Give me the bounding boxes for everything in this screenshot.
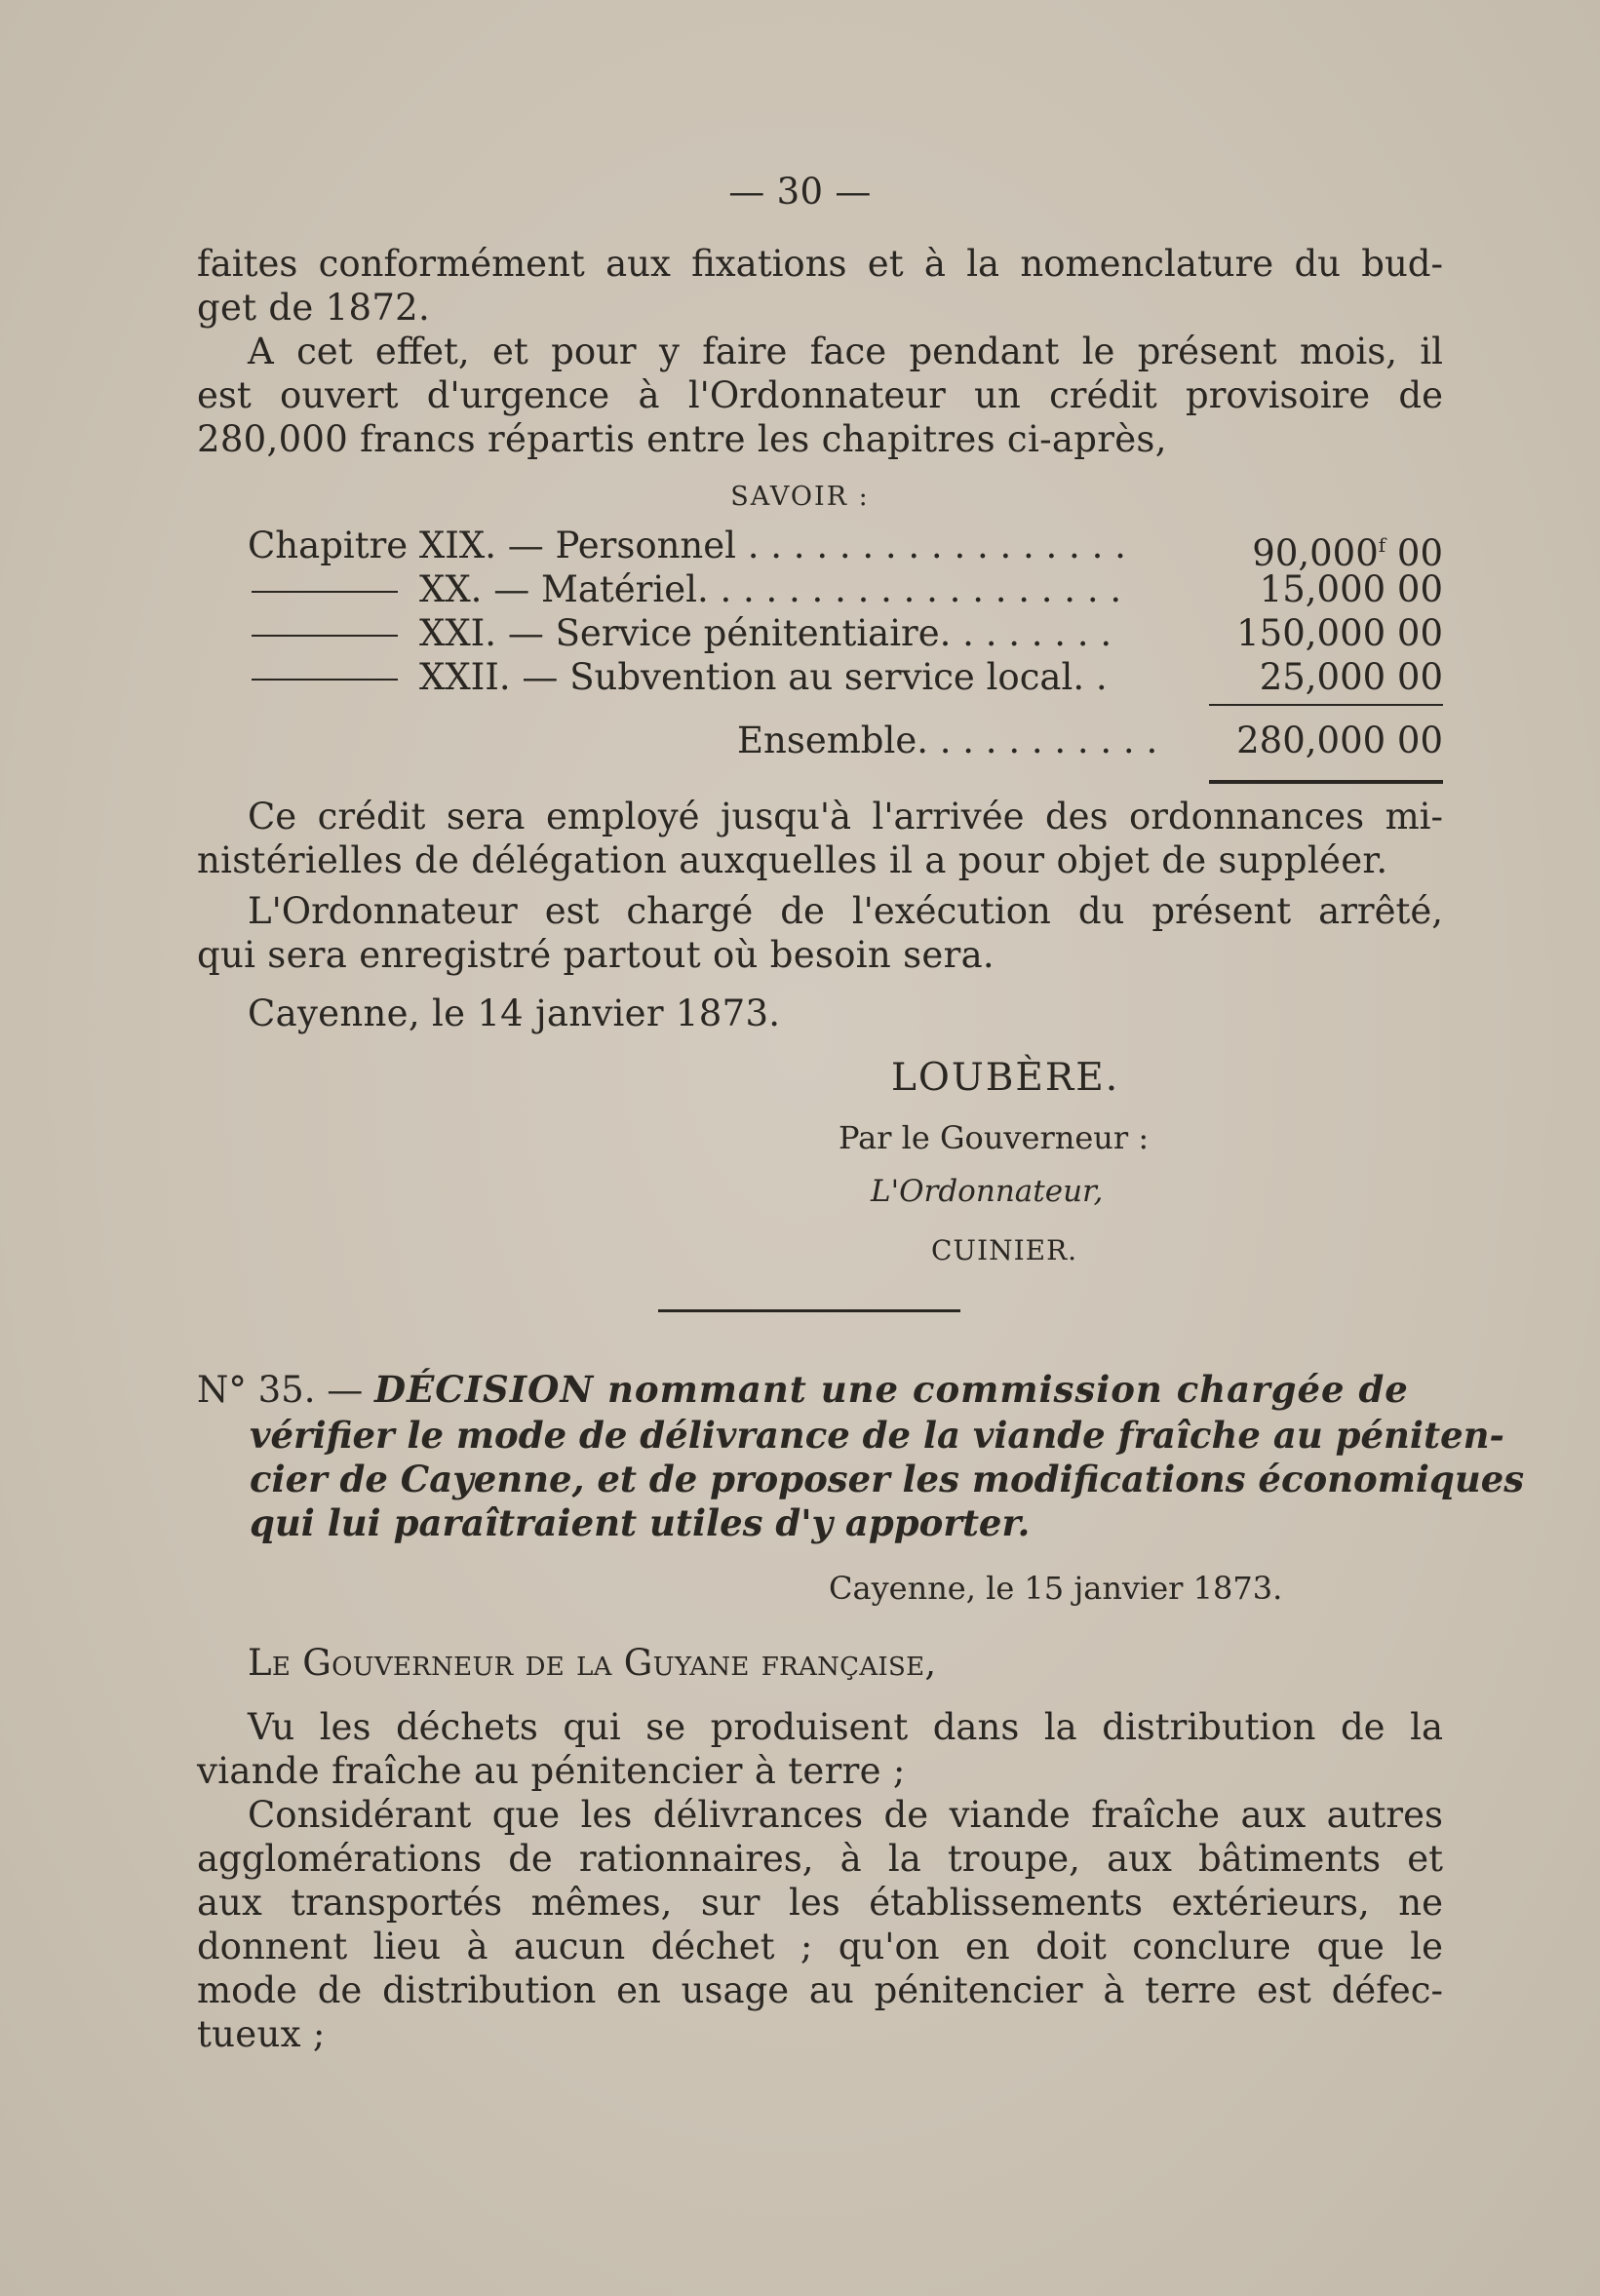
decision-title-2: vérifier le mode de délivrance de la viande fraîche au péniten- [250, 1414, 1504, 1457]
amount-cents: 00 [1385, 568, 1443, 610]
leader-dots: . . . . . . . . . . . [917, 720, 1158, 761]
budget-row-2 [419, 567, 1121, 611]
budget-row-label: XX. — Matériel [419, 568, 697, 610]
considerant-line-2: agglomérations de rationnaires, à la troupe, aux bâtiments et [197, 1838, 1443, 1880]
place-date: Cayenne, le 14 janvier 1873. [248, 992, 781, 1034]
amount-cents: 00 [1385, 612, 1443, 654]
decision-line-1 [197, 1368, 1443, 1412]
considerant-line-6: tueux ; [197, 2013, 326, 2055]
budget-row-label: XXII. — Subvention au service local [419, 656, 1073, 698]
leader-dots: . . . . . . . . [939, 612, 1112, 654]
decision-title-4: qui lui paraîtraient utiles d'y apporter. [250, 1501, 1031, 1544]
franc-unit: f [1378, 533, 1386, 557]
budget-total-row [737, 719, 1157, 762]
decision-date: Cayenne, le 15 janvier 1873. [829, 1570, 1283, 1607]
leader-dots: . . . . . . . . . . . . . . . . . . . [696, 568, 1122, 610]
decision-number: N° 35. — [197, 1369, 364, 1411]
para2-line-1: Ce crédit sera employé jusqu'à l'arrivée des ordonnances mi- [248, 796, 1443, 837]
total-double-rule [1209, 780, 1443, 784]
gouverneur-line: Le Gouverneur de la Guyane française, [248, 1642, 937, 1684]
page-number: — 30 — [728, 171, 872, 213]
ditto-rule [252, 679, 398, 681]
signature-name: LOUBÈRE. [891, 1056, 1120, 1100]
budget-amount-3 [1236, 611, 1443, 655]
para1-line-1: A cet effet, et pour y faire face pendant le présent mois, il [248, 331, 1443, 372]
leader-dots: . . [1073, 656, 1108, 698]
vu-line-1: Vu les déchets qui se produisent dans la distribution de la [248, 1706, 1443, 1748]
leader-dots: . . . . . . . . . . . . . . . . . [735, 525, 1126, 566]
budget-amount-2 [1260, 567, 1443, 611]
para1-line-3: 280,000 francs répartis entre les chapitres ci-après, [197, 418, 1167, 460]
budget-row-1 [248, 524, 1126, 567]
budget-total-amount: 280,000 00 [1236, 720, 1443, 761]
amount-value: 90,000 [1252, 532, 1379, 574]
budget-row-label: Chapitre XIX. — Personnel [248, 525, 736, 566]
considerant-line-1: Considérant que les délivrances de viande fraîche aux autres [248, 1794, 1443, 1836]
ditto-rule [252, 591, 398, 593]
intro-line-1: faites conformément aux fixations et à la nomenclature du bud- [197, 243, 1443, 285]
budget-amount-4 [1260, 655, 1443, 699]
budget-row-4 [419, 655, 1108, 699]
total-label: Ensemble [737, 720, 917, 761]
budget-row-label: XXI. — Service pénitentiaire [419, 612, 940, 654]
considerant-line-5: mode de distribution en usage au pénitencier à terre est défec- [197, 1969, 1443, 2011]
budget-row-3 [419, 611, 1112, 655]
considerant-line-4: donnent lieu à aucun déchet ; qu'on en doit conclure que le [197, 1926, 1443, 1967]
ditto-rule [252, 635, 398, 637]
considerant-line-3: aux transportés mêmes, sur les établissements extérieurs, ne [197, 1882, 1443, 1924]
sum-rule [1209, 704, 1443, 706]
para3-line-1: L'Ordonnateur est chargé de l'exécution du présent arrêté, [248, 890, 1443, 932]
amount-value: 25,000 [1259, 656, 1386, 698]
par-le-gouverneur: Par le Gouverneur : [839, 1119, 1150, 1156]
amount-cents: 00 [1385, 532, 1443, 574]
section-separator [658, 1309, 960, 1312]
amount-cents: 00 [1385, 656, 1443, 698]
para3-line-2: qui sera enregistré partout où besoin sera. [197, 934, 995, 976]
para1-line-2: est ouvert d'urgence à l'Ordonnateur un crédit provisoire de [197, 374, 1443, 416]
amount-value: 15,000 [1259, 568, 1386, 610]
decision-title-1: DÉCISION nommant une commission chargée de [374, 1368, 1409, 1411]
amount-value: 150,000 [1236, 612, 1386, 654]
savoir-label: SAVOIR : [730, 482, 870, 512]
ordonnateur-name: CUINIER. [931, 1234, 1078, 1266]
para2-line-2: nistérielles de délégation auxquelles il a pour objet de suppléer. [197, 839, 1388, 881]
vu-line-2: viande fraîche au pénitencier à terre ; [197, 1750, 906, 1792]
decision-title-3: cier de Cayenne, et de proposer les modifications économiques [250, 1458, 1525, 1500]
ordonnateur-title: L'Ordonnateur, [871, 1174, 1104, 1209]
intro-line-2: get de 1872. [197, 287, 431, 329]
